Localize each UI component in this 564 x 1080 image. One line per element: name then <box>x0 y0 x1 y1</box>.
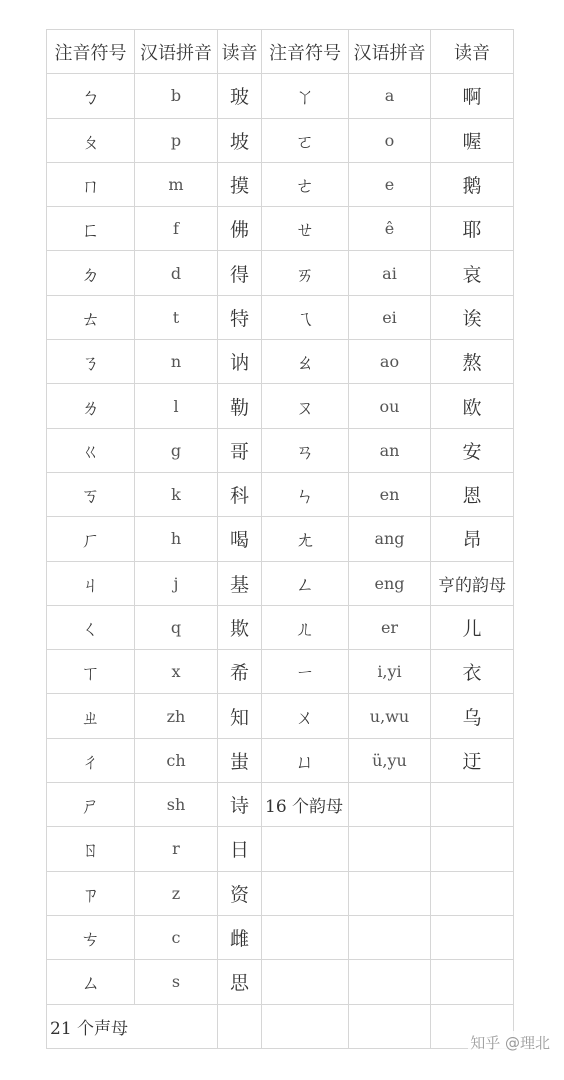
consonant-pinyin: h <box>135 517 218 561</box>
vowel-reading: 熬 <box>431 340 514 384</box>
consonant-zhuyin: ㄔ <box>47 738 135 782</box>
consonant-pinyin: zh <box>135 694 218 738</box>
table-row <box>47 428 514 472</box>
vowel-reading: 昂 <box>431 517 514 561</box>
vowel-pinyin: o <box>349 118 431 162</box>
vowel-zhuyin: ㄨ <box>262 694 349 738</box>
consonant-zhuyin: ㄘ <box>47 915 135 959</box>
consonant-reading: 勒 <box>218 384 262 428</box>
empty-cell <box>262 1004 349 1048</box>
consonant-zhuyin: ㄍ <box>47 428 135 472</box>
vowel-reading: 迂 <box>431 738 514 782</box>
table-row <box>47 650 514 694</box>
vowel-reading: 儿 <box>431 605 514 649</box>
vowel-pinyin: u,wu <box>349 694 431 738</box>
vowel-zhuyin: ㄟ <box>262 295 349 339</box>
vowel-reading: 恩 <box>431 472 514 516</box>
vowel-zhuyin: ㄢ <box>262 428 349 472</box>
vowel-zhuyin: ㄠ <box>262 340 349 384</box>
table-row <box>47 871 514 915</box>
table-row <box>47 295 514 339</box>
header-row <box>47 30 514 74</box>
vowel-pinyin: ang <box>349 517 431 561</box>
empty-cell <box>262 827 349 871</box>
vowel-reading: 耶 <box>431 207 514 251</box>
vowel-pinyin: ê <box>349 207 431 251</box>
vowel-pinyin: e <box>349 162 431 206</box>
consonant-zhuyin: ㄇ <box>47 162 135 206</box>
consonant-reading: 希 <box>218 650 262 694</box>
vowel-reading: 啊 <box>431 74 514 118</box>
consonant-pinyin: b <box>135 74 218 118</box>
consonant-zhuyin: ㄒ <box>47 650 135 694</box>
vowel-zhuyin: ㄧ <box>262 650 349 694</box>
empty-cell <box>349 960 431 1004</box>
empty-cell <box>349 915 431 959</box>
table-row <box>47 738 514 782</box>
consonant-reading: 知 <box>218 694 262 738</box>
empty-cell <box>431 827 514 871</box>
consonant-reading: 哥 <box>218 428 262 472</box>
table-row <box>47 694 514 738</box>
vowel-pinyin: eng <box>349 561 431 605</box>
consonant-pinyin: s <box>135 960 218 1004</box>
consonant-reading: 诗 <box>218 783 262 827</box>
consonant-reading: 思 <box>218 960 262 1004</box>
vowel-pinyin: i,yi <box>349 650 431 694</box>
vowel-zhuyin: ㄣ <box>262 472 349 516</box>
vowel-zhuyin: ㄞ <box>262 251 349 295</box>
empty-cell <box>218 1004 262 1048</box>
consonant-zhuyin: ㄆ <box>47 118 135 162</box>
consonant-pinyin: m <box>135 162 218 206</box>
vowel-zhuyin: ㄦ <box>262 605 349 649</box>
consonant-reading: 欺 <box>218 605 262 649</box>
header-cell: 汉语拼音 <box>135 30 218 74</box>
consonant-reading: 基 <box>218 561 262 605</box>
consonant-reading: 喝 <box>218 517 262 561</box>
header-cell: 读音 <box>218 30 262 74</box>
consonant-reading: 科 <box>218 472 262 516</box>
vowel-pinyin: er <box>349 605 431 649</box>
consonant-pinyin: q <box>135 605 218 649</box>
vowel-pinyin: a <box>349 74 431 118</box>
vowel-zhuyin: ㄛ <box>262 118 349 162</box>
consonant-reading: 摸 <box>218 162 262 206</box>
consonant-zhuyin: ㄉ <box>47 251 135 295</box>
header-cell: 注音符号 <box>262 30 349 74</box>
empty-cell <box>349 827 431 871</box>
empty-cell <box>431 915 514 959</box>
consonant-reading: 资 <box>218 871 262 915</box>
vowel-pinyin: ü,yu <box>349 738 431 782</box>
table-row <box>47 605 514 649</box>
consonant-reading: 雌 <box>218 915 262 959</box>
table-row <box>47 517 514 561</box>
consonant-pinyin: d <box>135 251 218 295</box>
consonant-count-label: 21 个声母 <box>47 1004 218 1048</box>
consonant-pinyin: k <box>135 472 218 516</box>
vowel-zhuyin: ㄩ <box>262 738 349 782</box>
consonant-reading: 讷 <box>218 340 262 384</box>
table-row <box>47 74 514 118</box>
consonant-pinyin: r <box>135 827 218 871</box>
consonant-pinyin: ch <box>135 738 218 782</box>
consonant-reading: 坡 <box>218 118 262 162</box>
vowel-reading: 诶 <box>431 295 514 339</box>
consonant-pinyin: sh <box>135 783 218 827</box>
vowel-zhuyin: ㄤ <box>262 517 349 561</box>
table-row <box>47 251 514 295</box>
consonant-zhuyin: ㄊ <box>47 295 135 339</box>
consonant-zhuyin: ㄋ <box>47 340 135 384</box>
consonant-zhuyin: ㄎ <box>47 472 135 516</box>
vowel-reading: 喔 <box>431 118 514 162</box>
vowel-pinyin: en <box>349 472 431 516</box>
vowel-pinyin: an <box>349 428 431 472</box>
vowel-pinyin: ou <box>349 384 431 428</box>
empty-cell <box>262 915 349 959</box>
consonant-reading: 佛 <box>218 207 262 251</box>
empty-cell <box>431 871 514 915</box>
consonant-pinyin: p <box>135 118 218 162</box>
consonant-zhuyin: ㄗ <box>47 871 135 915</box>
consonant-zhuyin: ㄌ <box>47 384 135 428</box>
consonant-zhuyin: ㄈ <box>47 207 135 251</box>
watermark: 知乎 @理北 <box>468 1031 552 1054</box>
vowel-pinyin: ei <box>349 295 431 339</box>
empty-cell <box>262 871 349 915</box>
vowel-count-label: 16 个韵母 <box>262 783 349 827</box>
vowel-zhuyin: ㄝ <box>262 207 349 251</box>
table-row <box>47 162 514 206</box>
vowel-reading: 安 <box>431 428 514 472</box>
consonant-pinyin: n <box>135 340 218 384</box>
vowel-zhuyin: ㄜ <box>262 162 349 206</box>
vowel-zhuyin: ㄥ <box>262 561 349 605</box>
empty-cell <box>349 783 431 827</box>
header-cell: 汉语拼音 <box>349 30 431 74</box>
consonant-pinyin: f <box>135 207 218 251</box>
vowel-pinyin: ai <box>349 251 431 295</box>
table-row <box>47 561 514 605</box>
table-row <box>47 384 514 428</box>
vowel-reading: 乌 <box>431 694 514 738</box>
consonant-reading: 玻 <box>218 74 262 118</box>
vowel-reading: 欧 <box>431 384 514 428</box>
vowel-pinyin: ao <box>349 340 431 384</box>
empty-cell <box>349 1004 431 1048</box>
consonant-pinyin: c <box>135 915 218 959</box>
table-row <box>47 960 514 1004</box>
header-cell: 注音符号 <box>47 30 135 74</box>
consonant-zhuyin: ㄏ <box>47 517 135 561</box>
vowel-zhuyin: ㄡ <box>262 384 349 428</box>
empty-cell <box>431 783 514 827</box>
vowel-reading: 亨的韵母 <box>431 561 514 605</box>
consonant-zhuyin: ㄕ <box>47 783 135 827</box>
table-row <box>47 915 514 959</box>
table-row <box>47 207 514 251</box>
table-row <box>47 340 514 384</box>
empty-cell <box>262 960 349 1004</box>
table-row <box>47 1004 514 1048</box>
consonant-pinyin: x <box>135 650 218 694</box>
consonant-reading: 日 <box>218 827 262 871</box>
consonant-zhuyin: ㄐ <box>47 561 135 605</box>
consonant-pinyin: g <box>135 428 218 472</box>
vowel-reading: 鹅 <box>431 162 514 206</box>
vowel-reading: 衣 <box>431 650 514 694</box>
consonant-zhuyin: ㄅ <box>47 74 135 118</box>
consonant-reading: 蚩 <box>218 738 262 782</box>
zhuyin-pinyin-table <box>46 29 514 1049</box>
consonant-zhuyin: ㄖ <box>47 827 135 871</box>
consonant-pinyin: t <box>135 295 218 339</box>
vowel-reading: 哀 <box>431 251 514 295</box>
table-row <box>47 827 514 871</box>
empty-cell <box>349 871 431 915</box>
empty-cell <box>431 960 514 1004</box>
header-cell: 读音 <box>431 30 514 74</box>
consonant-zhuyin: ㄙ <box>47 960 135 1004</box>
consonant-reading: 得 <box>218 251 262 295</box>
table-row <box>47 118 514 162</box>
consonant-pinyin: z <box>135 871 218 915</box>
consonant-zhuyin: ㄑ <box>47 605 135 649</box>
consonant-pinyin: l <box>135 384 218 428</box>
vowel-zhuyin: ㄚ <box>262 74 349 118</box>
consonant-reading: 特 <box>218 295 262 339</box>
table-row <box>47 783 514 827</box>
consonant-zhuyin: ㄓ <box>47 694 135 738</box>
table-row <box>47 472 514 516</box>
consonant-pinyin: j <box>135 561 218 605</box>
